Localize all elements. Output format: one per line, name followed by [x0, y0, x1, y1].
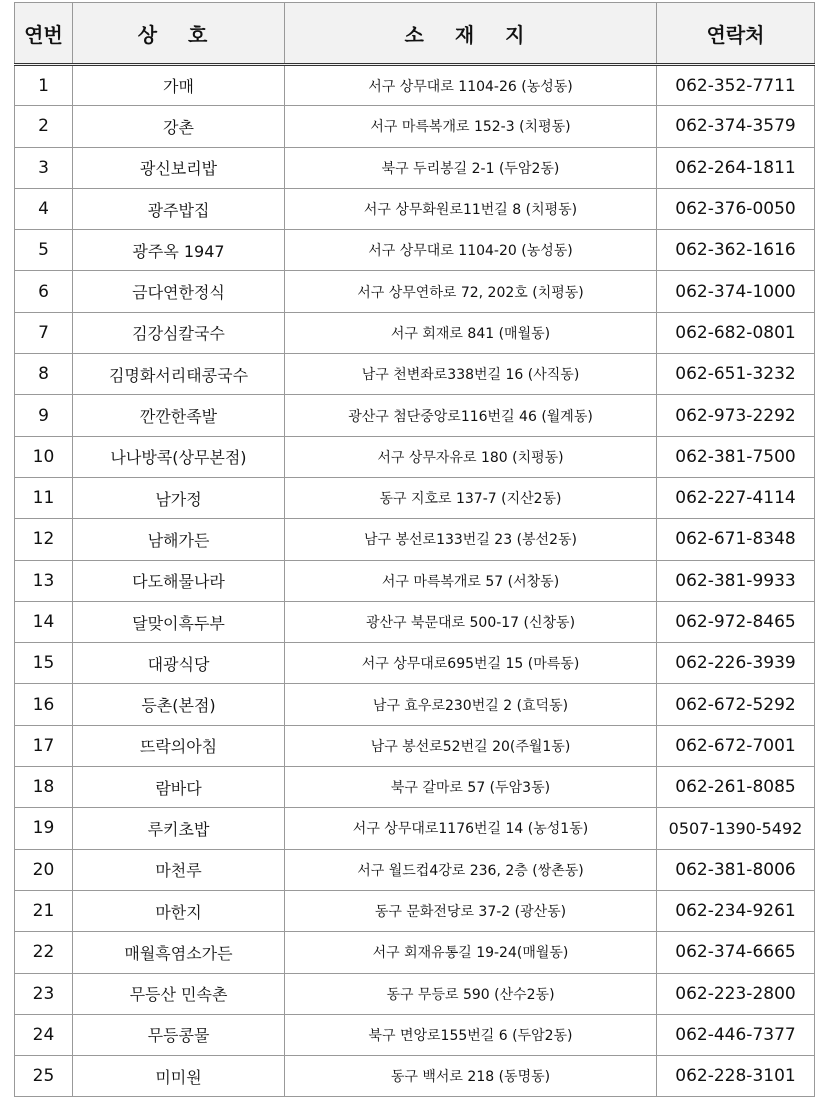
business-address: 광산구 북문대로 500-17 (신창동) — [285, 601, 657, 642]
business-name: 뜨락의아침 — [73, 725, 285, 766]
row-number: 13 — [15, 560, 73, 601]
table-body — [15, 65, 815, 1097]
business-phone: 062-672-7001 — [657, 725, 815, 766]
business-name: 김강심칼국수 — [73, 312, 285, 353]
business-name: 람바다 — [73, 767, 285, 808]
business-phone: 062-374-3579 — [657, 106, 815, 147]
business-phone: 062-362-1616 — [657, 230, 815, 271]
business-phone: 0507-1390-5492 — [657, 808, 815, 849]
header-no: 연번 — [15, 3, 73, 65]
business-name: 루키초밥 — [73, 808, 285, 849]
business-address: 서구 상무화원로11번길 8 (치평동) — [285, 188, 657, 229]
business-address: 서구 상무대로1176번길 14 (농성1동) — [285, 808, 657, 849]
business-address: 남구 효우로230번길 2 (효덕동) — [285, 684, 657, 725]
business-address: 북구 면앙로155번길 6 (두암2동) — [285, 1014, 657, 1055]
row-number: 6 — [15, 271, 73, 312]
table-row — [15, 436, 815, 477]
business-address: 북구 갈마로 57 (두암3동) — [285, 767, 657, 808]
row-number: 14 — [15, 601, 73, 642]
row-number: 25 — [15, 1056, 73, 1097]
business-address: 서구 마륵복개로 152-3 (치평동) — [285, 106, 657, 147]
business-address: 광산구 첨단중앙로116번길 46 (월계동) — [285, 395, 657, 436]
table-row — [15, 395, 815, 436]
business-address: 서구 회재유통길 19-24(매월동) — [285, 932, 657, 973]
business-phone: 062-352-7711 — [657, 65, 815, 106]
table-row — [15, 1056, 815, 1097]
business-address: 서구 상무대로 1104-26 (농성동) — [285, 65, 657, 106]
table-row — [15, 312, 815, 353]
table-row — [15, 354, 815, 395]
business-address: 남구 천변좌로338번길 16 (사직동) — [285, 354, 657, 395]
table-row — [15, 519, 815, 560]
business-phone: 062-376-0050 — [657, 188, 815, 229]
restaurant-table-container — [14, 2, 814, 1097]
table-row — [15, 808, 815, 849]
business-name: 달맞이흑두부 — [73, 601, 285, 642]
row-number: 4 — [15, 188, 73, 229]
business-phone: 062-381-7500 — [657, 436, 815, 477]
business-address: 서구 마륵복개로 57 (서창동) — [285, 560, 657, 601]
business-phone: 062-234-9261 — [657, 890, 815, 931]
business-address: 동구 지호로 137-7 (지산2동) — [285, 477, 657, 518]
table-row — [15, 147, 815, 188]
business-name: 미미원 — [73, 1056, 285, 1097]
business-address: 서구 상무자유로 180 (치평동) — [285, 436, 657, 477]
business-address: 서구 상무대로 1104-20 (농성동) — [285, 230, 657, 271]
business-name: 매월흑염소가든 — [73, 932, 285, 973]
business-address: 동구 문화전당로 37-2 (광산동) — [285, 890, 657, 931]
row-number: 11 — [15, 477, 73, 518]
business-name: 대광식당 — [73, 643, 285, 684]
business-name: 광주옥 1947 — [73, 230, 285, 271]
row-number: 5 — [15, 230, 73, 271]
business-phone: 062-374-1000 — [657, 271, 815, 312]
row-number: 7 — [15, 312, 73, 353]
business-phone: 062-264-1811 — [657, 147, 815, 188]
table-row — [15, 767, 815, 808]
business-address: 남구 봉선로52번길 20(주월1동) — [285, 725, 657, 766]
business-phone: 062-651-3232 — [657, 354, 815, 395]
row-number: 10 — [15, 436, 73, 477]
row-number: 12 — [15, 519, 73, 560]
business-name: 깐깐한족발 — [73, 395, 285, 436]
table-row — [15, 106, 815, 147]
table-row — [15, 932, 815, 973]
business-address: 서구 월드컵4강로 236, 2층 (쌍촌동) — [285, 849, 657, 890]
table-row — [15, 601, 815, 642]
business-address: 서구 상무연하로 72, 202호 (치평동) — [285, 271, 657, 312]
table-row — [15, 477, 815, 518]
row-number: 9 — [15, 395, 73, 436]
business-address: 남구 봉선로133번길 23 (봉선2동) — [285, 519, 657, 560]
business-address: 동구 백서로 218 (동명동) — [285, 1056, 657, 1097]
table-row — [15, 230, 815, 271]
business-name: 광주밥집 — [73, 188, 285, 229]
business-phone: 062-374-6665 — [657, 932, 815, 973]
business-name: 나나방콕(상무본점) — [73, 436, 285, 477]
business-phone: 062-381-9933 — [657, 560, 815, 601]
business-address: 북구 두리봉길 2-1 (두암2동) — [285, 147, 657, 188]
business-name: 남가정 — [73, 477, 285, 518]
row-number: 20 — [15, 849, 73, 890]
business-name: 김명화서리태콩국수 — [73, 354, 285, 395]
table-row — [15, 643, 815, 684]
row-number: 18 — [15, 767, 73, 808]
business-name: 남해가든 — [73, 519, 285, 560]
row-number: 22 — [15, 932, 73, 973]
table-row — [15, 890, 815, 931]
business-phone: 062-671-8348 — [657, 519, 815, 560]
table-row — [15, 725, 815, 766]
business-phone: 062-223-2800 — [657, 973, 815, 1014]
row-number: 1 — [15, 65, 73, 106]
business-address: 서구 상무대로695번길 15 (마륵동) — [285, 643, 657, 684]
table-row — [15, 560, 815, 601]
business-address: 서구 회재로 841 (매월동) — [285, 312, 657, 353]
business-phone: 062-682-0801 — [657, 312, 815, 353]
table-row — [15, 271, 815, 312]
table-row — [15, 684, 815, 725]
business-name: 가매 — [73, 65, 285, 106]
business-name: 등촌(본점) — [73, 684, 285, 725]
row-number: 15 — [15, 643, 73, 684]
row-number: 19 — [15, 808, 73, 849]
business-name: 무등콩물 — [73, 1014, 285, 1055]
business-name: 강촌 — [73, 106, 285, 147]
row-number: 21 — [15, 890, 73, 931]
row-number: 24 — [15, 1014, 73, 1055]
business-phone: 062-227-4114 — [657, 477, 815, 518]
business-name: 광신보리밥 — [73, 147, 285, 188]
row-number: 8 — [15, 354, 73, 395]
business-phone: 062-381-8006 — [657, 849, 815, 890]
business-name: 금다연한정식 — [73, 271, 285, 312]
restaurant-table — [14, 2, 815, 1097]
table-row — [15, 188, 815, 229]
table-row — [15, 973, 815, 1014]
business-phone: 062-261-8085 — [657, 767, 815, 808]
business-phone: 062-226-3939 — [657, 643, 815, 684]
header-name: 상 호 — [73, 3, 285, 65]
business-phone: 062-228-3101 — [657, 1056, 815, 1097]
header-address: 소 재 지 — [285, 3, 657, 65]
business-name: 다도해물나라 — [73, 560, 285, 601]
row-number: 23 — [15, 973, 73, 1014]
business-phone: 062-672-5292 — [657, 684, 815, 725]
business-phone: 062-972-8465 — [657, 601, 815, 642]
business-phone: 062-446-7377 — [657, 1014, 815, 1055]
business-name: 마천루 — [73, 849, 285, 890]
business-name: 무등산 민속촌 — [73, 973, 285, 1014]
row-number: 2 — [15, 106, 73, 147]
row-number: 3 — [15, 147, 73, 188]
business-address: 동구 무등로 590 (산수2동) — [285, 973, 657, 1014]
business-name: 마한지 — [73, 890, 285, 931]
row-number: 16 — [15, 684, 73, 725]
row-number: 17 — [15, 725, 73, 766]
table-header-row — [15, 3, 815, 65]
table-row — [15, 849, 815, 890]
business-phone: 062-973-2292 — [657, 395, 815, 436]
header-phone: 연락처 — [657, 3, 815, 65]
table-row — [15, 65, 815, 106]
table-row — [15, 1014, 815, 1055]
